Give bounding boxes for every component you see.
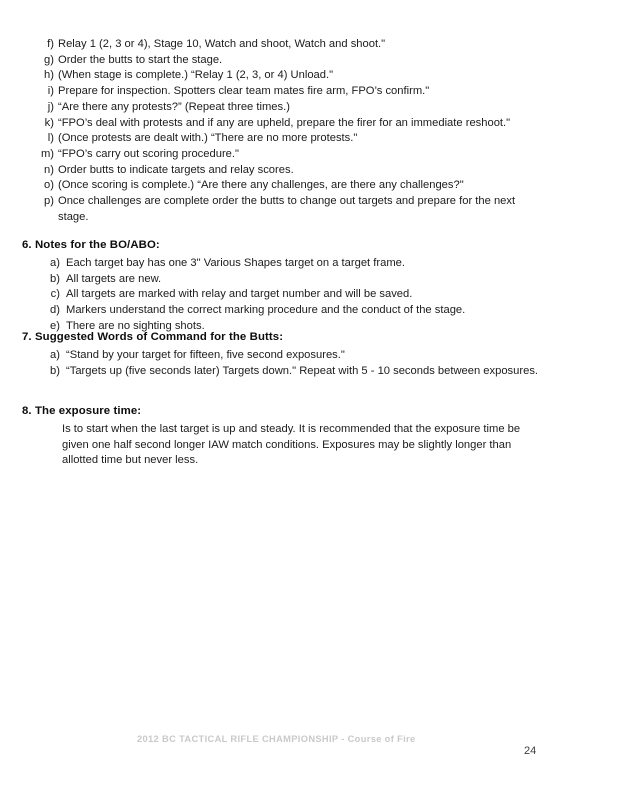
list-item-text: (Once protests are dealt with.) “There are no more protests." xyxy=(58,132,358,145)
list-marker: n) xyxy=(44,163,54,176)
list-item-text: Each target bay has one 3" Various Shapes target on a target frame. xyxy=(66,257,405,269)
list-item xyxy=(0,272,618,288)
list-marker: k) xyxy=(44,116,54,129)
list-item xyxy=(0,256,618,272)
list-item-text: Markers understand the correct marking procedure and the conduct of the stage. xyxy=(66,304,466,317)
section-eight-heading: 8. The exposure time: xyxy=(22,405,142,417)
footer-title: 2012 BC TACTICAL RIFLE CHAMPIONSHIP - Course of Fire xyxy=(137,734,416,744)
list-item-text: Once challenges are complete order the butts to change out targets and prepare for the next stage. xyxy=(58,195,516,223)
list-marker: p) xyxy=(44,195,54,208)
list-marker: i) xyxy=(47,85,54,98)
list-item xyxy=(0,37,618,53)
section-six-list xyxy=(0,256,618,335)
list-item-text: “FPO’s carry out scoring procedure." xyxy=(58,147,239,160)
list-marker: g) xyxy=(44,53,54,66)
list-item-text: Order butts to indicate targets and relay scores. xyxy=(58,163,294,176)
list-item-text: “Targets up (five seconds later) Targets down." Repeat with 5 - 10 seconds between exposures. xyxy=(66,364,539,377)
list-marker: d) xyxy=(50,304,60,317)
continuation-list-block xyxy=(0,37,618,225)
section-seven-heading: 7. Suggested Words of Command for the Butts: xyxy=(22,331,284,343)
list-item xyxy=(0,84,618,100)
section-seven-list xyxy=(0,348,618,379)
list-item xyxy=(0,303,618,319)
list-item xyxy=(0,131,618,147)
section-eight-body: Is to start when the last target is up and steady. It is recommended that the exposure time be given one half second longer IAW match conditions. Exposures may be slightly longer than allotted time but never less. xyxy=(62,423,521,467)
list-marker: h) xyxy=(44,69,54,82)
list-item-text: All targets are new. xyxy=(66,272,162,285)
list-marker: b) xyxy=(50,364,60,377)
list-item xyxy=(0,348,618,364)
list-item-text: “Are there any protests?” (Repeat three times.) xyxy=(58,100,290,113)
list-marker: c) xyxy=(50,288,60,301)
list-marker: e) xyxy=(50,319,60,332)
list-item-text: Prepare for inspection. Spotters clear team mates fire arm, FPO’s confirm." xyxy=(58,85,430,98)
list-item-text: There are no sighting shots. xyxy=(66,319,205,332)
list-item xyxy=(0,194,618,225)
list-marker: j) xyxy=(47,100,54,113)
list-item xyxy=(0,53,618,69)
list-item-text: All targets are marked with relay and target number and will be saved. xyxy=(66,288,413,301)
list-item xyxy=(0,100,618,116)
list-item-text: (Once scoring is complete.) “Are there any challenges, are there any challenges?" xyxy=(58,179,464,192)
list-item xyxy=(0,147,618,163)
continuation-list xyxy=(0,37,618,225)
list-item xyxy=(0,116,618,132)
list-item xyxy=(0,364,618,380)
list-item xyxy=(0,178,618,194)
list-item-text: “FPO’s deal with protests and if any are upheld, prepare the firer for an immediate reshoot." xyxy=(58,116,511,129)
list-marker: a) xyxy=(50,349,60,361)
section-six-heading: 6. Notes for the BO/ABO: xyxy=(22,239,160,251)
list-item xyxy=(0,68,618,84)
list-marker: o) xyxy=(44,179,54,192)
page-number: 24 xyxy=(524,745,537,757)
list-marker: a) xyxy=(50,257,60,269)
list-marker: b) xyxy=(50,272,60,285)
list-marker: f) xyxy=(47,38,54,50)
list-item-text: Order the butts to start the stage. xyxy=(58,53,223,66)
list-item-text: Relay 1 (2, 3 or 4), Stage 10, Watch and shoot, Watch and shoot." xyxy=(58,38,386,50)
list-item-text: (When stage is complete.) “Relay 1 (2, 3, or 4) Unload." xyxy=(58,69,334,82)
list-item xyxy=(0,163,618,179)
list-marker: l) xyxy=(47,132,54,145)
list-item-text: “Stand by your target for fifteen, five second exposures." xyxy=(66,349,345,361)
list-marker: m) xyxy=(40,147,54,160)
list-item xyxy=(0,287,618,303)
